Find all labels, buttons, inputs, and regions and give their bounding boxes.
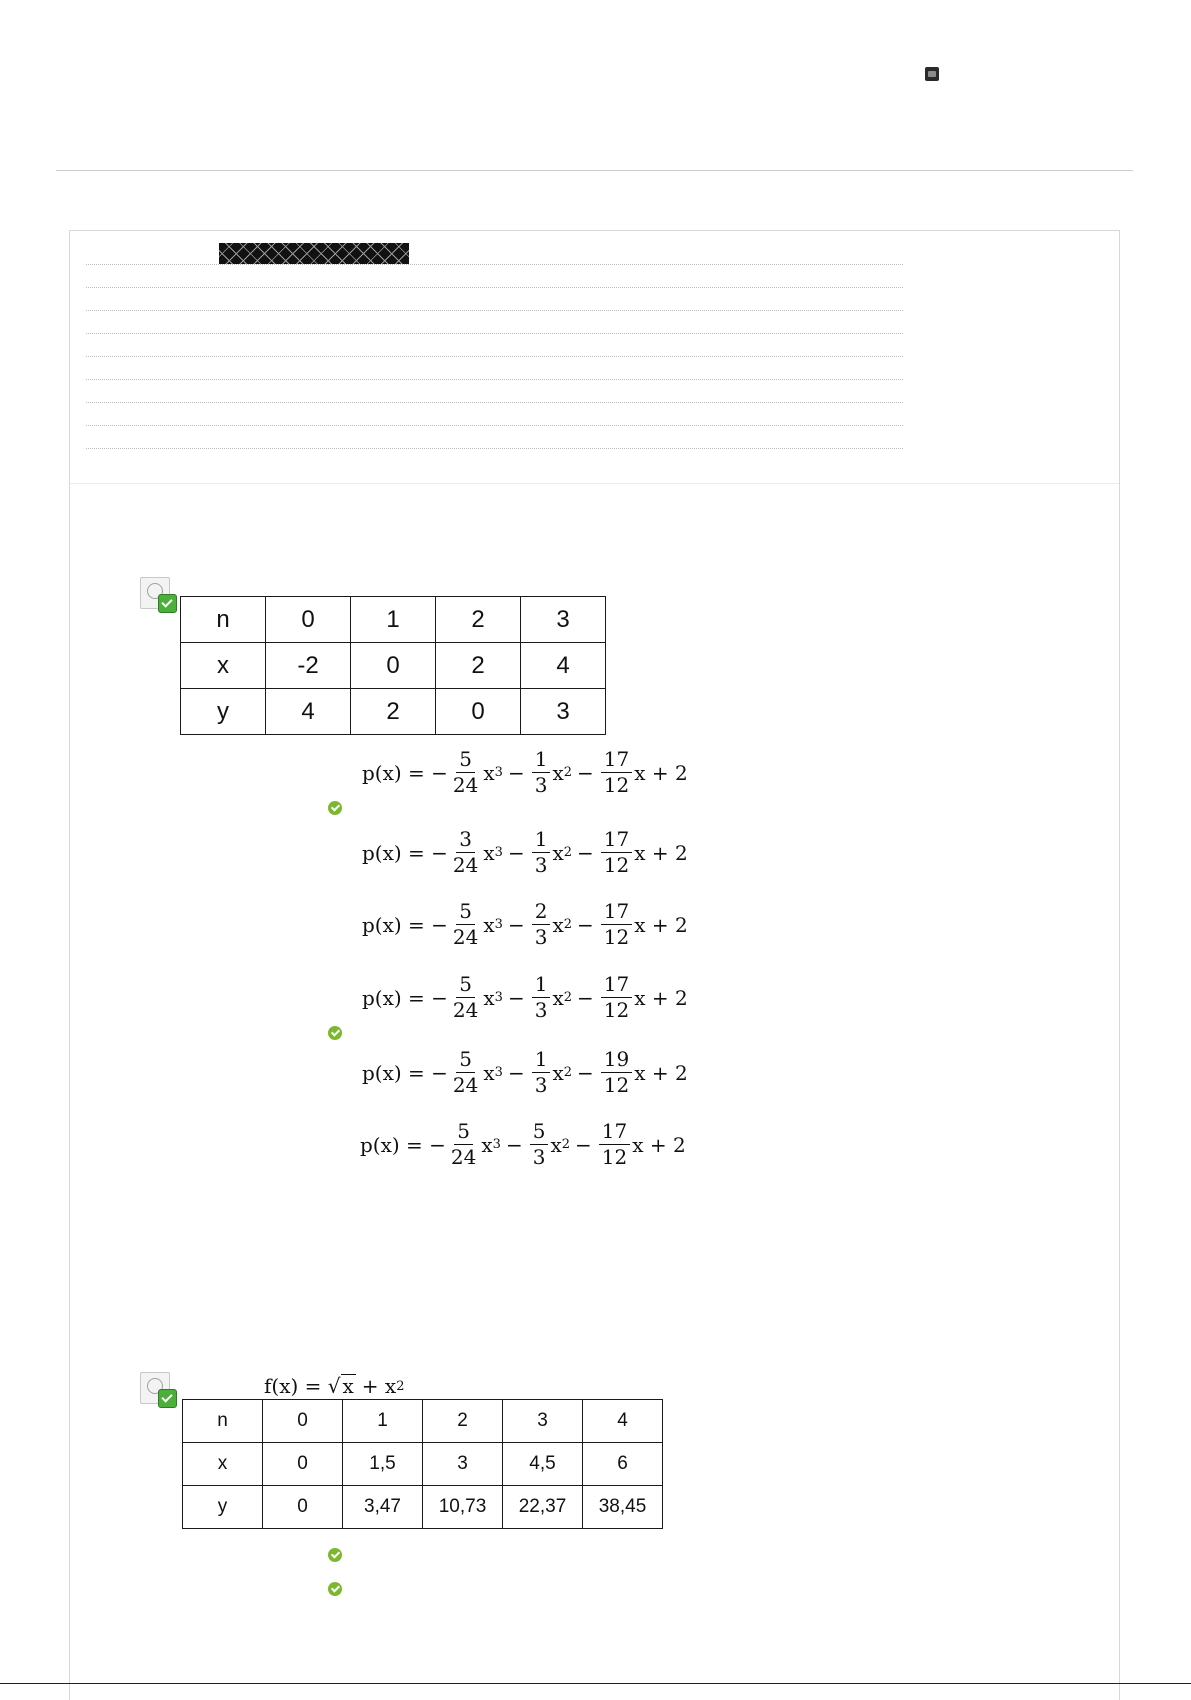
table-cell: 3 — [521, 689, 606, 735]
table-row — [183, 1400, 663, 1443]
table-cell: 4 — [521, 643, 606, 689]
redacted-name — [219, 243, 409, 264]
table-cell: 1 — [351, 597, 436, 643]
table-cell: 0 — [263, 1486, 343, 1529]
answer-option[interactable]: p(x) = − $\frac{5}{24}$ x 3 − $\frac{5}{3}$ x 2 − $\frac{17}{12}$ x + 2 — [360, 1119, 686, 1169]
summary-row — [86, 264, 903, 265]
table-cell: 4 — [583, 1400, 663, 1443]
table-row — [181, 689, 606, 735]
panel-divider — [70, 483, 1119, 484]
table-cell: 0 — [436, 689, 521, 735]
summary-row — [86, 310, 903, 311]
table-cell: 4 — [266, 689, 351, 735]
summary-row — [86, 402, 903, 403]
table-cell: x — [183, 1443, 263, 1486]
table-cell: 3 — [521, 597, 606, 643]
table-cell: x — [181, 643, 266, 689]
question-1-table — [180, 596, 606, 735]
table-row — [181, 597, 606, 643]
table-row — [183, 1486, 663, 1529]
answer-option-correct[interactable]: p(x) = − $\frac{5}{24}$ x 3 − $\frac{1}{3}$ x 2 − $\frac{17}{12}$ x + 2 — [362, 972, 688, 1022]
summary-row — [86, 287, 903, 288]
table-cell: 0 — [351, 643, 436, 689]
correct-check-icon — [328, 801, 342, 815]
question-2-table — [182, 1399, 663, 1529]
table-cell: 2 — [436, 597, 521, 643]
page-bottom-divider — [0, 1683, 1191, 1684]
table-cell: 2 — [436, 643, 521, 689]
table-cell: 3 — [423, 1443, 503, 1486]
table-cell: 3 — [503, 1400, 583, 1443]
answer-option[interactable]: p(x) = − $\frac{5}{24}$ x 3 − $\frac{2}{3}$ x 2 − $\frac{17}{12}$ x + 2 — [362, 899, 688, 949]
table-cell: 4,5 — [503, 1443, 583, 1486]
table-cell: n — [181, 597, 266, 643]
table-cell: 0 — [263, 1400, 343, 1443]
table-cell: 22,37 — [503, 1486, 583, 1529]
table-cell: n — [183, 1400, 263, 1443]
summary-row — [86, 425, 903, 426]
header-divider — [56, 170, 1133, 171]
question-correct-icon — [140, 1372, 176, 1406]
table-cell: 6 — [583, 1443, 663, 1486]
image-icon — [925, 67, 939, 81]
correct-check-icon — [328, 1026, 342, 1040]
answer-option[interactable]: p(x) = − $\frac{5}{24}$ x 3 − $\frac{1}{3}$ x 2 − $\frac{19}{12}$ x + 2 — [362, 1047, 688, 1097]
function-definition: f(x) = √ x + x 2 — [264, 1374, 405, 1398]
summary-row — [86, 356, 903, 357]
correct-check-icon — [328, 1548, 342, 1562]
table-cell: 2 — [423, 1400, 503, 1443]
table-cell: 1 — [343, 1400, 423, 1443]
table-row — [181, 643, 606, 689]
summary-row — [86, 448, 903, 449]
table-cell: 0 — [266, 597, 351, 643]
summary-row — [86, 379, 903, 380]
selected-answer-formula: p(x) = − $\frac{5}{24}$ x 3 − $\frac{1}{3}$ x 2 − $\frac{17}{12}$ x + 2 — [362, 747, 688, 797]
table-cell: 10,73 — [423, 1486, 503, 1529]
table-cell: 3,47 — [343, 1486, 423, 1529]
table-cell: 38,45 — [583, 1486, 663, 1529]
summary-row — [86, 333, 903, 334]
table-cell: 0 — [263, 1443, 343, 1486]
table-cell: 2 — [351, 689, 436, 735]
table-cell: 1,5 — [343, 1443, 423, 1486]
table-cell: y — [183, 1486, 263, 1529]
table-cell: y — [181, 689, 266, 735]
question-correct-icon — [140, 577, 176, 611]
answer-option[interactable]: p(x) = − $\frac{3}{24}$ x 3 − $\frac{1}{3}$ x 2 − $\frac{17}{12}$ x + 2 — [362, 827, 688, 877]
table-row — [183, 1443, 663, 1486]
table-cell: -2 — [266, 643, 351, 689]
correct-check-icon — [328, 1582, 342, 1596]
